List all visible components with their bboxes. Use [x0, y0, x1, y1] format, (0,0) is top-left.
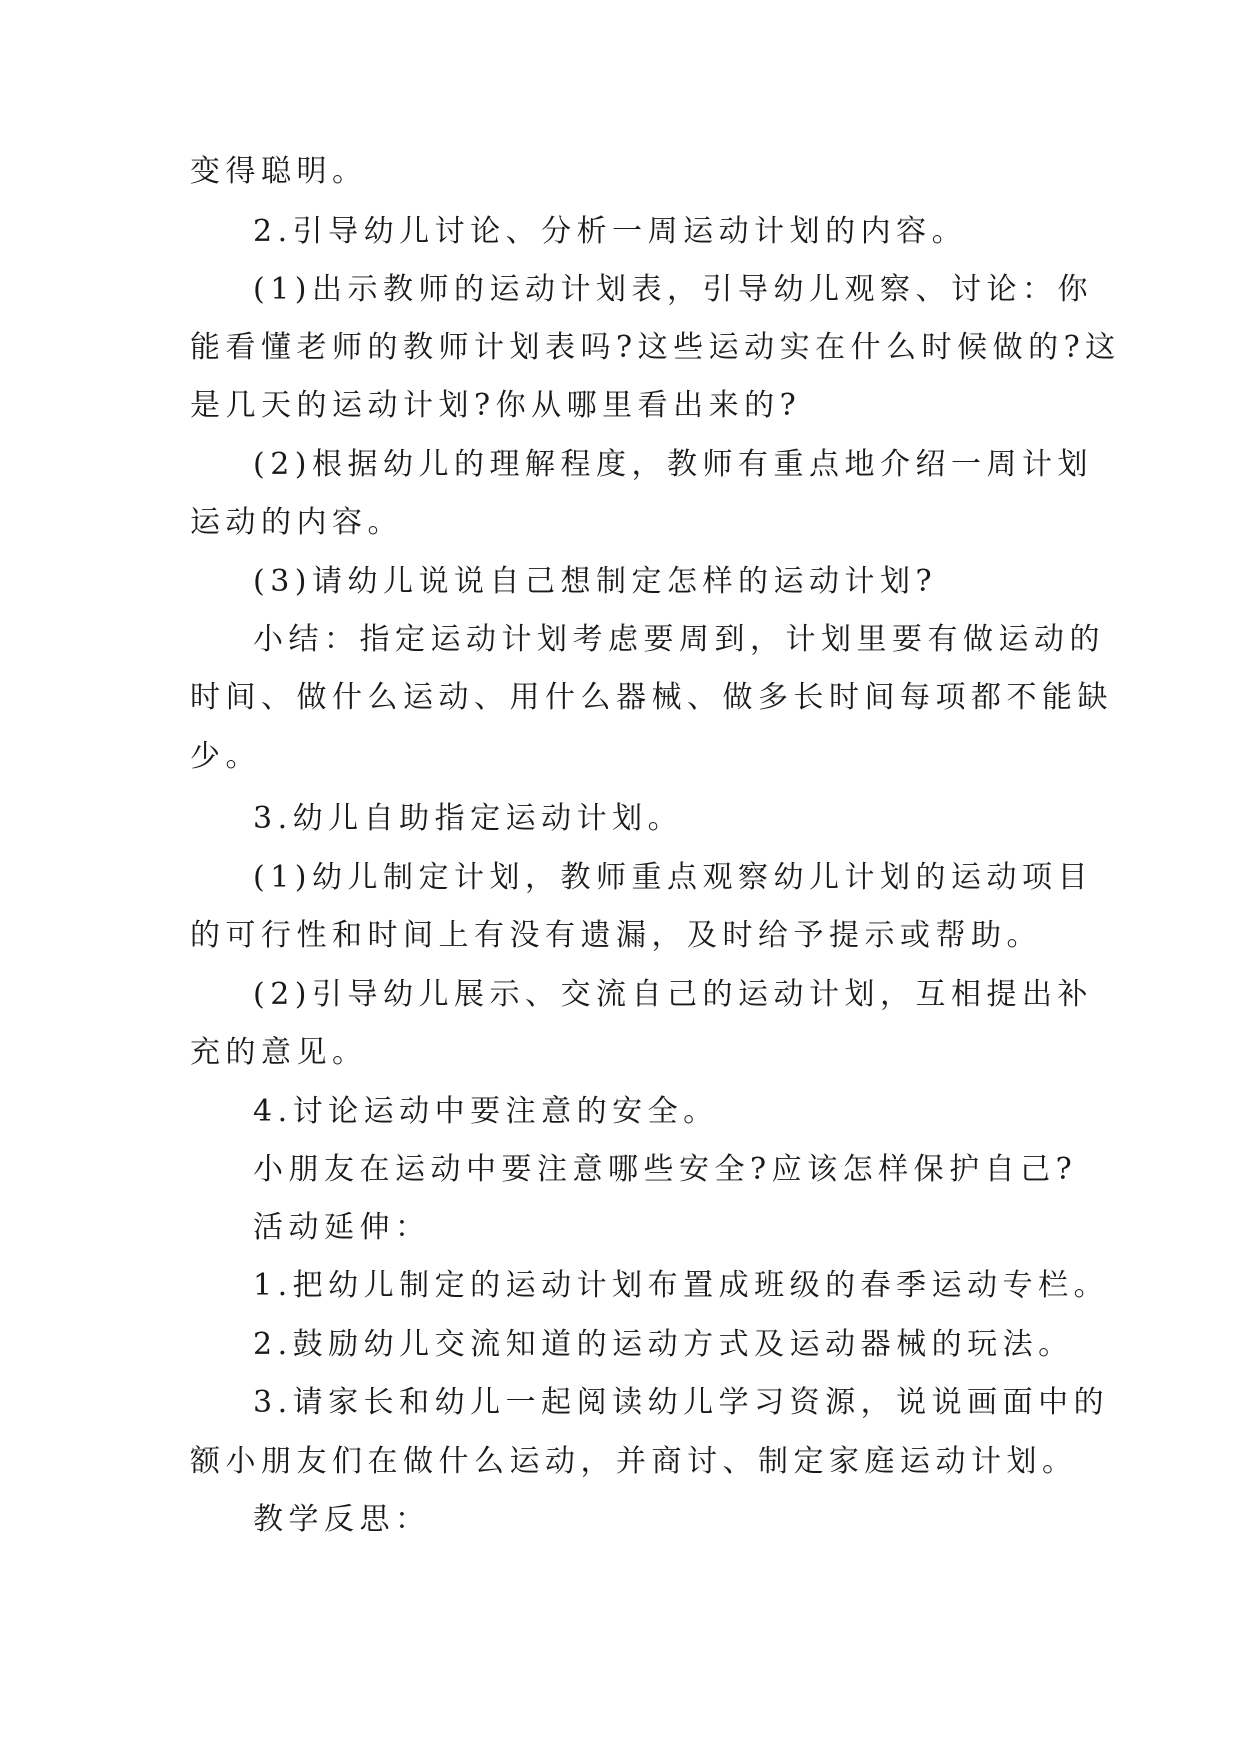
- list-item: 1.把幼儿制定的运动计划布置成班级的春季运动专栏。: [253, 1268, 1110, 1303]
- section-heading: 教学反思：: [253, 1502, 431, 1537]
- body-line: 能看懂老师的教师计划表吗?这些运动实在什么时候做的?这: [190, 330, 1121, 365]
- body-line: 充的意见。: [190, 1035, 368, 1070]
- body-line: 时间、做什么运动、用什么器械、做多长时间每项都不能缺: [190, 680, 1113, 715]
- body-line: (2)根据幼儿的理解程度，教师有重点地介绍一周计划: [253, 447, 1093, 482]
- body-line: 小朋友在运动中要注意哪些安全?应该怎样保护自己?: [253, 1152, 1078, 1187]
- section-heading: 活动延伸：: [253, 1210, 431, 1245]
- body-line: (3)请幼儿说说自己想制定怎样的运动计划?: [253, 564, 938, 599]
- body-line: (1)幼儿制定计划，教师重点观察幼儿计划的运动项目: [253, 860, 1093, 895]
- body-line: 少。: [190, 739, 261, 774]
- list-item: 3.请家长和幼儿一起阅读幼儿学习资源，说说画面中的: [253, 1385, 1110, 1420]
- body-line: 是几天的运动计划?你从哪里看出来的?: [190, 388, 802, 423]
- summary-line: 小结：指定运动计划考虑要周到，计划里要有做运动的: [253, 622, 1105, 657]
- body-line: 的可行性和时间上有没有遗漏，及时给予提示或帮助。: [190, 918, 1042, 953]
- body-line: (2)引导幼儿展示、交流自己的运动计划，互相提出补: [253, 977, 1093, 1012]
- section-heading: 3.幼儿自助指定运动计划。: [253, 801, 684, 836]
- section-heading: 4.讨论运动中要注意的安全。: [253, 1094, 719, 1129]
- body-line: (1)出示教师的运动计划表，引导幼儿观察、讨论：你: [253, 272, 1093, 307]
- section-heading: 2.引导幼儿讨论、分析一周运动计划的内容。: [253, 214, 968, 249]
- body-line: 变得聪明。: [190, 154, 368, 189]
- body-line: 额小朋友们在做什么运动，并商讨、制定家庭运动计划。: [190, 1444, 1078, 1479]
- list-item: 2.鼓励幼儿交流知道的运动方式及运动器械的玩法。: [253, 1327, 1074, 1362]
- body-line: 运动的内容。: [190, 505, 403, 540]
